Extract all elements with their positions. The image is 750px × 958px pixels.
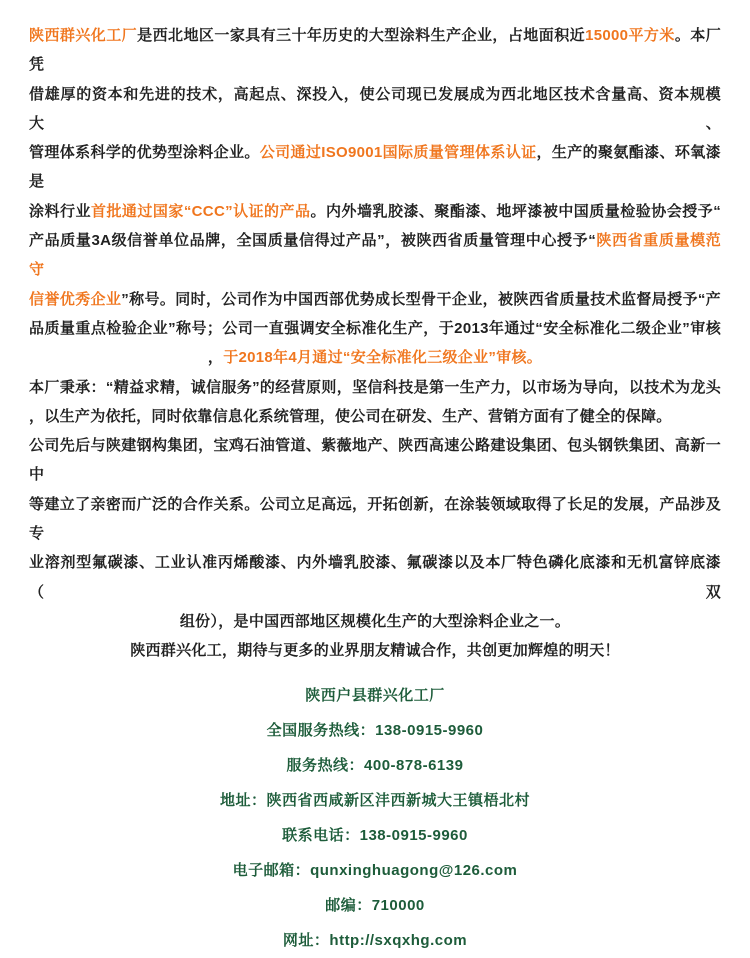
highlighted-text: 公司通过ISO9001国际质量管理体系认证 [259, 144, 537, 162]
body-text: 借雄厚的资本和先进的技术，高起点、深投入，使公司现已发展成为西北地区技术含量高、资本规模大、 [29, 85, 721, 132]
body-text: 。内外墙乳胶漆、聚酯漆、地坪漆被中国质量检验协会授予“ [310, 202, 721, 220]
body-text: 公司先后与陕建钢构集团，宝鸡石油管道、紫薇地产、陕西高速公路建设集团、包头钢铁集团、高新一中 [29, 437, 721, 484]
contact-line-factory-name: 陕西户县群兴化工厂 [305, 686, 445, 704]
text-line [29, 490, 721, 549]
highlighted-text: 于2018年4月通过“安全标准化三级企业”审核。 [223, 349, 543, 367]
contact-line-postal-code: 邮编：710000 [325, 896, 425, 914]
text-line [29, 607, 721, 636]
highlighted-text: 15000平方米 [585, 27, 675, 44]
highlighted-text: 陕西省重质量模范守 [29, 232, 721, 279]
text-line [29, 226, 721, 285]
text-line [29, 402, 721, 431]
contact-line-national-service-hotline: 全国服务热线：138-0915-9960 [266, 721, 484, 739]
text-line [29, 285, 721, 314]
body-text: 陕西群兴化工，期待与更多的业界朋友精诚合作，共创更加辉煌的明天！ [130, 642, 620, 660]
text-line [29, 636, 721, 665]
body-text: 等建立了亲密而广泛的合作关系。公司立足高远，开拓创新，在涂装领域取得了长足的发展，产品涉及专 [29, 495, 721, 543]
text-line [29, 197, 721, 226]
body-text: ”称号。同时，公司作为中国西部优势成长型骨干企业，被陕西省质量技术监督局授予“产 [121, 290, 721, 308]
body-text: ， [207, 349, 224, 367]
text-line [29, 343, 721, 372]
highlighted-text: 信誉优秀企业 [29, 290, 122, 308]
body-text: ，生产的聚氨酯漆、环氧漆是 [29, 144, 721, 191]
body-text: 。本厂凭 [29, 27, 722, 74]
text-line [29, 373, 721, 402]
body-text: 管理体系科学的优势型涂料企业。 [29, 144, 260, 162]
body-text: 是西北地区一家具有三十年历史的大型涂料生产企业，占地面积近 [137, 27, 586, 44]
text-line [29, 21, 721, 80]
text-line [29, 431, 721, 490]
body-text: 产品质量3A级信誉单位品牌，全国质量信得过产品”，被陕西省质量管理中心授予“ [29, 232, 597, 250]
contact-line-website: 网址：http://sxqxhg.com [282, 931, 468, 949]
text-line [29, 548, 721, 607]
text-line [29, 138, 721, 197]
contact-line-service-hotline: 服务热线：400-878-6139 [286, 756, 464, 774]
text-line [29, 314, 721, 343]
text-line [29, 80, 721, 139]
contact-info [0, 666, 750, 958]
body-text: 品质量重点检验企业”称号；公司一直强调安全标准化生产，于2013年通过“安全标准化二级企业”审核 [29, 319, 721, 337]
highlighted-text: 首批通过国家“CCC”认证的产品 [90, 202, 311, 220]
body-text: 本厂秉承：“精益求精，诚信服务”的经营原则，坚信科技是第一生产力，以市场为导向，以技术为龙头 [29, 378, 721, 396]
highlighted-text: 陕西群兴化工厂 [29, 27, 138, 44]
contact-line-contact-phone: 联系电话：138-0915-9960 [282, 826, 468, 844]
contact-line-email: 电子邮箱：qunxinghuagong@126.com [232, 861, 518, 879]
body-text: 涂料行业 [29, 202, 91, 220]
contact-line-address: 地址：陕西省西咸新区沣西新城大王镇梧北村 [219, 791, 530, 809]
body-text: 业溶剂型氟碳漆、工业认准丙烯酸漆、内外墙乳胶漆、氟碳漆以及本厂特色磷化底漆和无机富锌底漆（双 [29, 554, 721, 601]
body-text: ，以生产为依托，同时依靠信息化系统管理，使公司在研发、生产、营销方面有了健全的保障。 [29, 407, 672, 425]
body-text: 组份），是中国西部地区规模化生产的大型涂料企业之一。 [179, 612, 571, 630]
